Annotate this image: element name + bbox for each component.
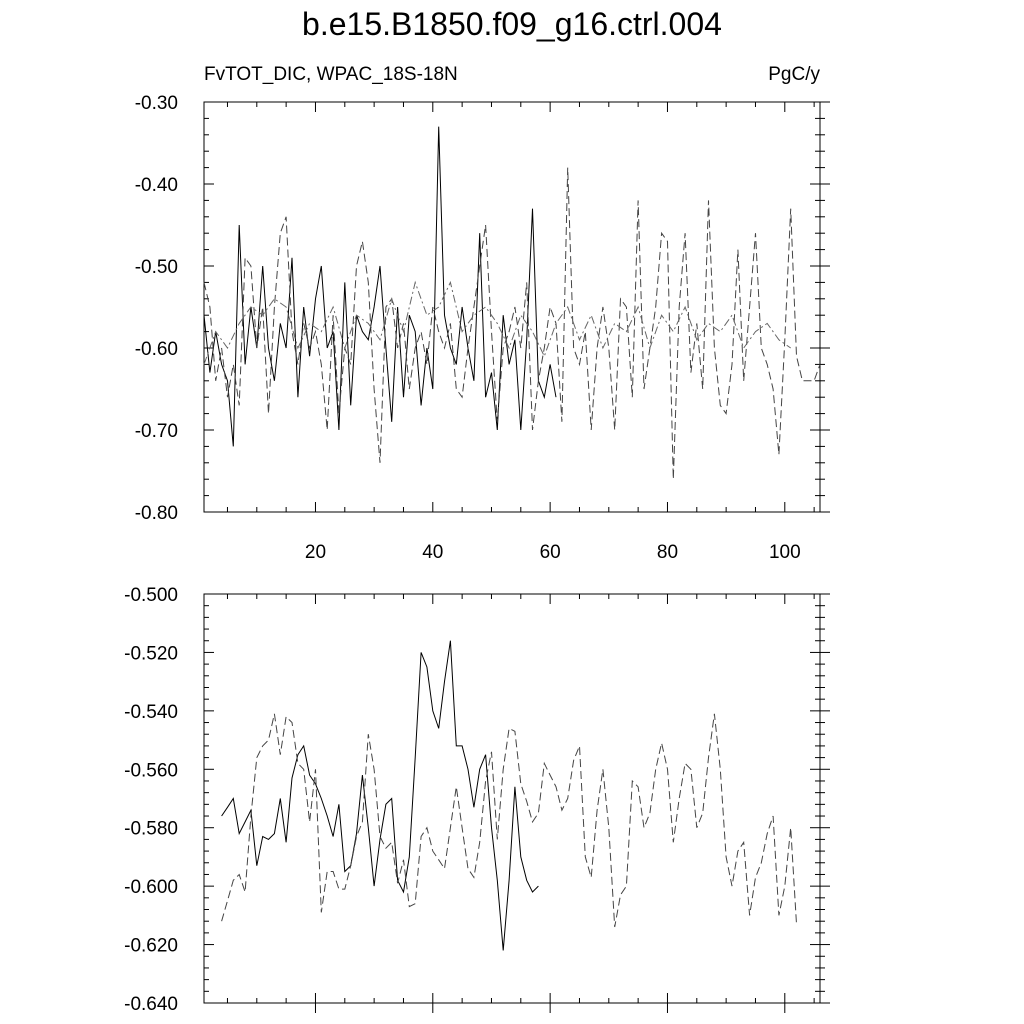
x-tick-label: 60 bbox=[539, 542, 561, 563]
y-tick-label: -0.640 bbox=[124, 994, 178, 1015]
x-tick-label: 80 bbox=[656, 542, 679, 563]
y-tick-label: -0.500 bbox=[124, 585, 178, 606]
y-tick-label: -0.70 bbox=[134, 421, 178, 442]
y-tick-label: -0.50 bbox=[134, 257, 178, 278]
top-line-chart bbox=[135, 93, 830, 563]
variable-region-label: FvTOT_DIC, WPAC_18S-18N bbox=[204, 64, 458, 85]
y-tick-label: -0.30 bbox=[134, 93, 178, 114]
y-tick-label: -0.540 bbox=[124, 701, 178, 723]
y-tick-label: -0.560 bbox=[124, 760, 178, 782]
y-tick-label: -0.620 bbox=[124, 935, 178, 957]
series-line-solid bbox=[204, 127, 556, 447]
bottom-line-chart bbox=[124, 585, 830, 1015]
y-tick-label: -0.580 bbox=[124, 818, 178, 840]
y-tick-label: -0.60 bbox=[134, 339, 178, 360]
y-tick-label: -0.40 bbox=[134, 175, 178, 196]
x-tick-label: 20 bbox=[304, 542, 327, 563]
x-tick-label: 40 bbox=[422, 542, 444, 563]
y-tick-label: -0.600 bbox=[124, 877, 178, 899]
series-line-dashed bbox=[204, 168, 820, 480]
plot-frame bbox=[204, 594, 820, 1003]
units-label: PgC/y bbox=[768, 64, 820, 85]
y-tick-label: -0.520 bbox=[124, 643, 178, 665]
x-tick-label: 100 bbox=[768, 542, 801, 563]
series-line-dashed bbox=[222, 714, 797, 927]
y-tick-label: -0.80 bbox=[134, 503, 178, 524]
chart-title: b.e15.B1850.f09_g16.ctrl.004 bbox=[302, 6, 722, 42]
plot-frame bbox=[204, 102, 820, 512]
series-line-solid bbox=[222, 641, 539, 951]
